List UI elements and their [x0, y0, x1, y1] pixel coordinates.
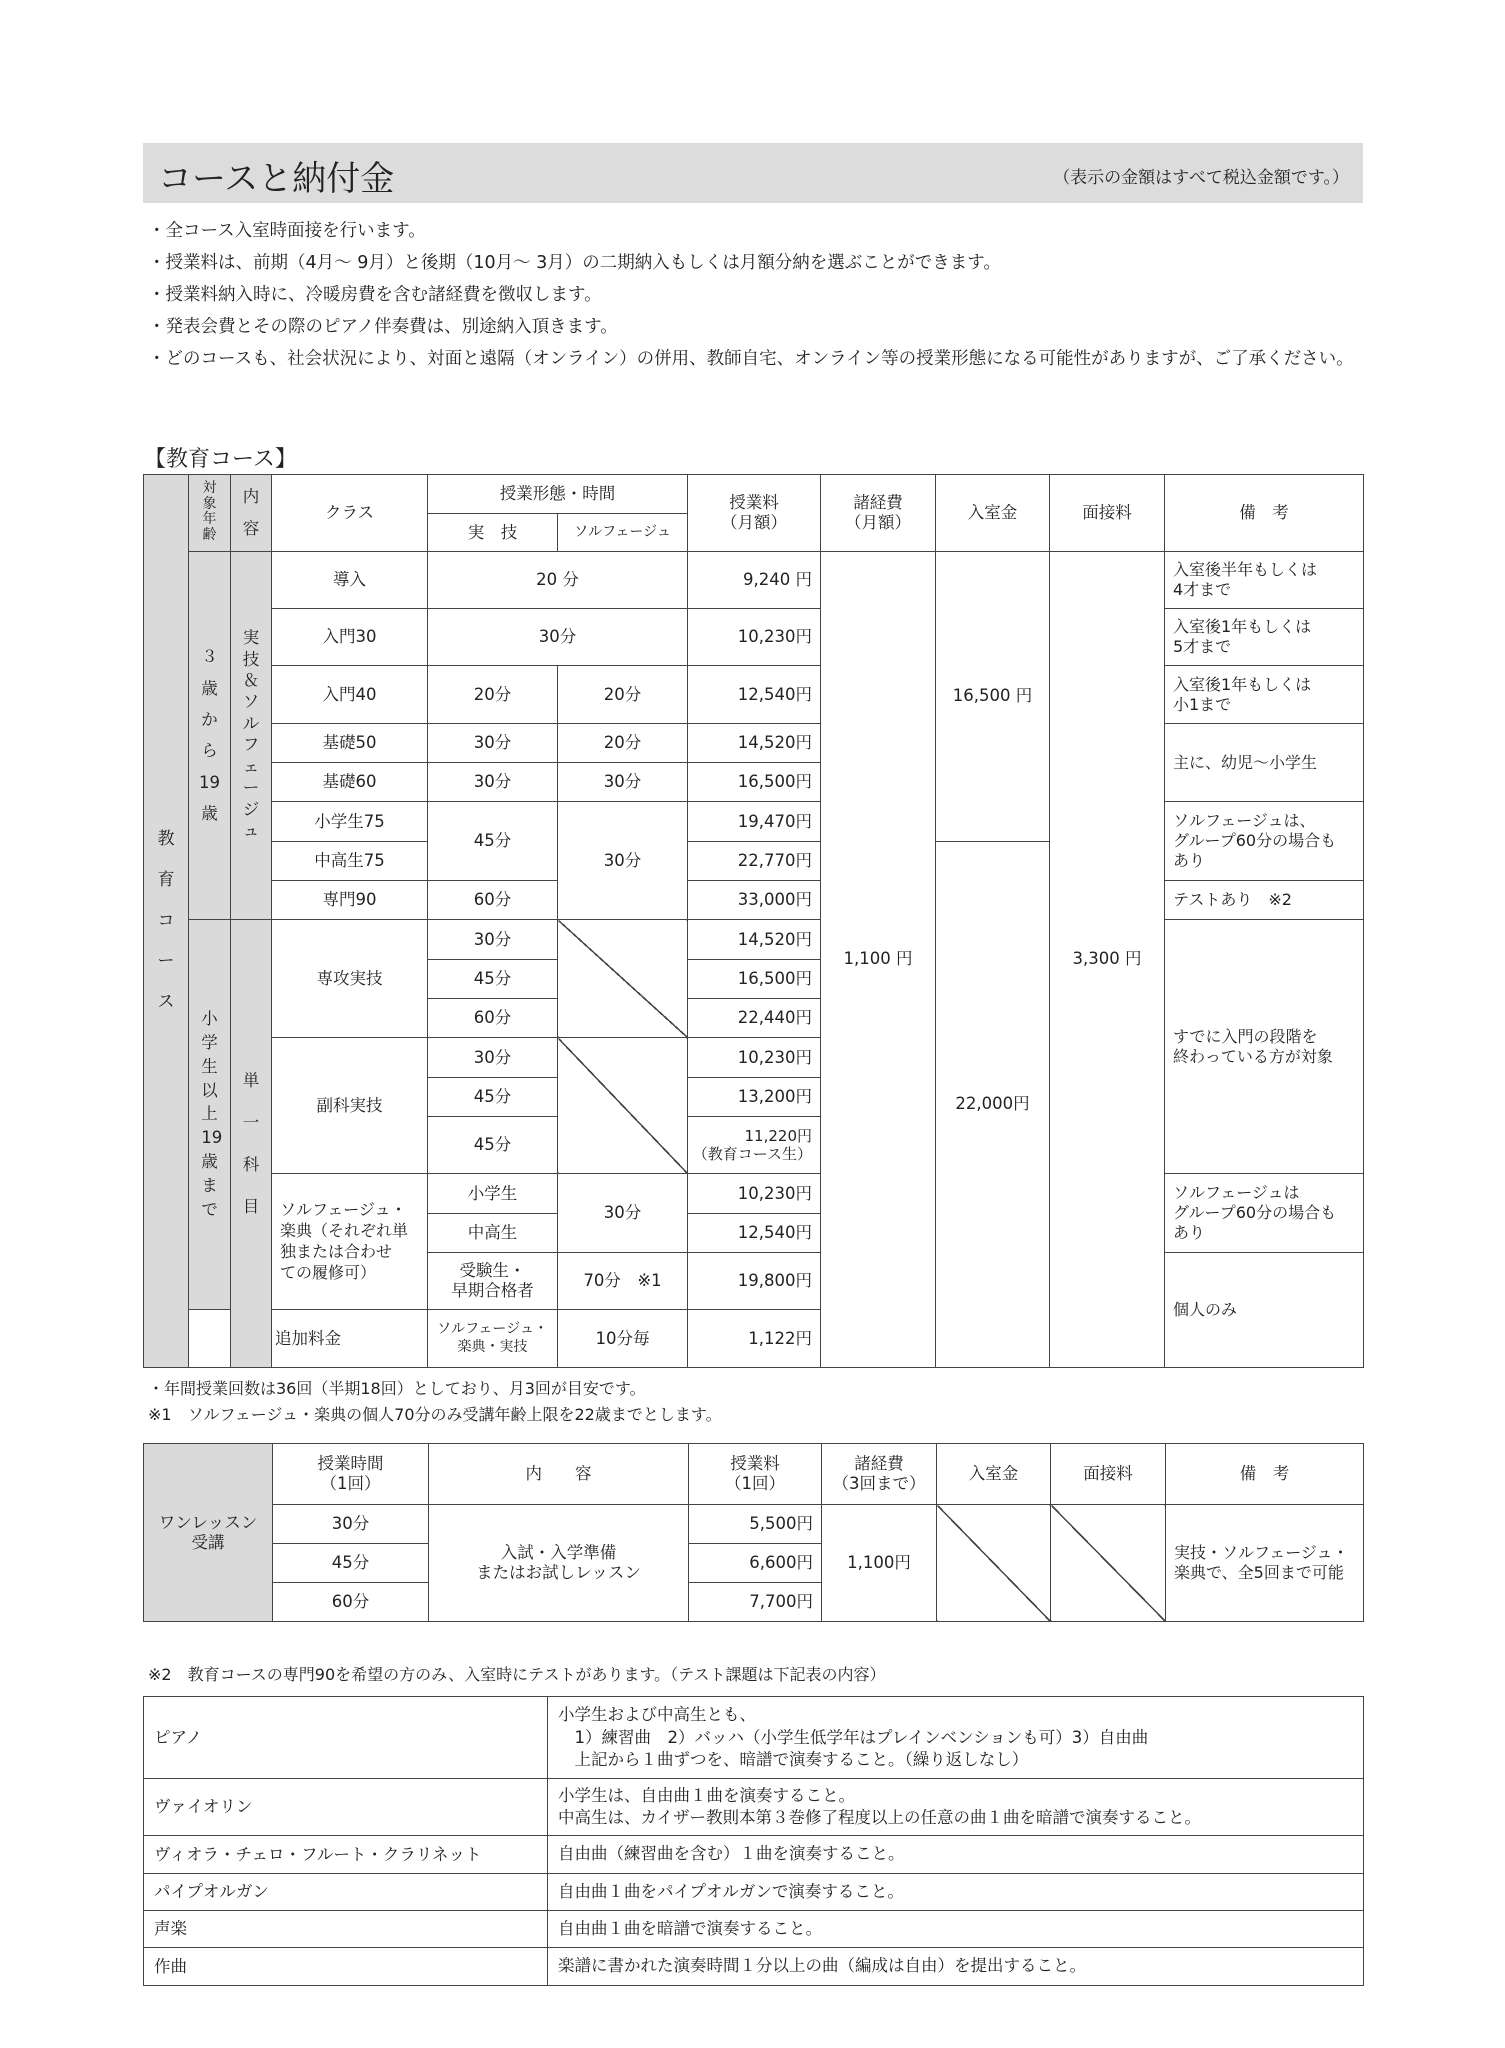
- instrument-cell: ピアノ: [144, 1697, 548, 1779]
- note-annual: ・年間授業回数は36回（半期18回）としており、月3回が目安です。: [148, 1379, 646, 1398]
- header-expenses: 諸経費 （3回まで）: [822, 1444, 937, 1505]
- header-keitai: 授業形態・時間: [428, 475, 688, 514]
- fee-cell: 19,470円: [688, 802, 821, 841]
- expenses-cell: 1,100円: [822, 1505, 937, 1622]
- fee-cell: 1,122円: [688, 1310, 821, 1368]
- header-age: [189, 475, 231, 552]
- instrument-cell: ヴァイオリン: [144, 1779, 548, 1836]
- header-class: クラス: [272, 475, 428, 552]
- time-cell: 45分: [273, 1544, 429, 1583]
- time-cell: 30分: [428, 609, 688, 666]
- jitsugi-cell: 30分: [428, 920, 558, 959]
- bullet-item: ・発表会費とその際のピアノ伴奏費は、別途納入頂きます。: [148, 317, 618, 337]
- class-cell: 入門40: [272, 666, 428, 723]
- jitsugi-cell: 30分: [428, 763, 558, 802]
- subclass-cell: 中高生: [428, 1213, 558, 1252]
- requirement-cell: 楽譜に書かれた演奏時間１分以上の曲（編成は自由）を提出すること。: [548, 1947, 1364, 1985]
- subclass-cell: 受験生・ 早期合格者: [428, 1252, 558, 1309]
- header-interview: 面接料: [1050, 475, 1165, 552]
- naiyo-cell: 入試・入学準備 またはお試しレッスン: [429, 1505, 689, 1622]
- naiyo-b: [231, 920, 272, 1368]
- bullet-item: ・授業料納入時に、冷暖房費を含む諸経費を徴収します。: [148, 285, 602, 305]
- age-group-a-text: ３歳から19歳: [198, 647, 220, 824]
- jitsugi-cell: 30分: [428, 723, 558, 762]
- solfege-cell: 20分: [558, 723, 688, 762]
- age-group-b: [189, 920, 231, 1310]
- time-cell: 30分: [273, 1505, 429, 1544]
- class-cell: 基礎60: [272, 763, 428, 802]
- header-entry: 入室金: [937, 1444, 1051, 1505]
- fee-cell: 14,520円: [688, 723, 821, 762]
- section-title: 【教育コース】: [144, 447, 297, 472]
- entry-fee-a: 16,500 円: [936, 551, 1050, 841]
- subclass-cell: 小学生: [428, 1174, 558, 1213]
- fee-cell: 16,500円: [688, 959, 821, 998]
- instrument-cell: 声楽: [144, 1910, 548, 1947]
- class-cell: 中高生75: [272, 841, 428, 880]
- remarks-cell: 主に、幼児～小学生: [1165, 723, 1364, 802]
- class-cell: 基礎50: [272, 723, 428, 762]
- requirement-cell: 自由曲１曲を暗譜で演奏すること。: [548, 1910, 1364, 1947]
- header-naiyo: 内 容: [429, 1444, 689, 1505]
- header-remarks: 備 考: [1165, 475, 1364, 552]
- diagonal-cell: [558, 1038, 688, 1174]
- bullet-item: ・授業料は、前期（4月～ 9月）と後期（10月～ 3月）の二期納入もしくは月額分納を選ぶことができます。: [148, 253, 1001, 273]
- fee-cell: 10,230円: [688, 609, 821, 666]
- solfege-cell: 30分: [558, 802, 688, 920]
- jitsugi-cell: 45分: [428, 1116, 558, 1173]
- header-remarks: 備 考: [1166, 1444, 1364, 1505]
- fee-cell: 14,520円: [688, 920, 821, 959]
- jitsugi-cell: 30分: [428, 1038, 558, 1077]
- test-requirements-table: [143, 1696, 1364, 1986]
- one-lesson-label: ワンレッスン 受講: [144, 1444, 273, 1622]
- header-solfege: ソルフェージュ: [558, 514, 688, 551]
- extra-fee-label: 追加料金: [189, 1310, 428, 1368]
- fee-cell: 10,230円: [688, 1038, 821, 1077]
- remarks-cell: 入室後1年もしくは 小1まで: [1165, 666, 1364, 723]
- remarks-cell: ソルフェージュは、 グループ60分の場合も あり: [1165, 802, 1364, 881]
- solfege-cell: 70分 ※1: [558, 1252, 688, 1309]
- education-course-table: [143, 474, 1364, 1368]
- time-cell: 20 分: [428, 551, 688, 608]
- class-cell: 専攻実技: [272, 920, 428, 1038]
- requirement-cell: 自由曲１曲をパイプオルガンで演奏すること。: [548, 1873, 1364, 1910]
- header-naiyo: [231, 475, 272, 552]
- fee-cell: 22,770円: [688, 841, 821, 880]
- note-asterisk-2: ※2 教育コースの専門90を希望の方のみ、入室時にテストがあります。（テスト課題は下記表の内容）: [148, 1665, 886, 1684]
- header-time: 授業時間 （1回）: [273, 1444, 429, 1505]
- class-cell: 副科実技: [272, 1038, 428, 1174]
- naiyo-a: [231, 551, 272, 920]
- remarks-cell: 入室後半年もしくは 4才まで: [1165, 551, 1364, 608]
- course-name: 教育コース: [157, 829, 175, 1013]
- jitsugi-cell: 60分: [428, 881, 558, 920]
- diagonal-cell: [558, 920, 688, 1038]
- instrument-cell: 作曲: [144, 1947, 548, 1985]
- diagonal-cell: [937, 1505, 1051, 1622]
- class-cell: 導入: [272, 551, 428, 608]
- page-header: [143, 143, 1363, 203]
- fee-cell: 12,540円: [688, 1213, 821, 1252]
- age-group-a: [189, 551, 231, 920]
- instrument-cell: パイプオルガン: [144, 1873, 548, 1910]
- subclass-cell: ソルフェージュ・ 楽典・実技: [428, 1310, 558, 1368]
- time-cell: 60分: [273, 1583, 429, 1622]
- header-jitsugi: 実 技: [428, 514, 558, 551]
- jitsugi-cell: 20分: [428, 666, 558, 723]
- bullet-item: ・どのコースも、社会状況により、対面と遠隔（オンライン）の併用、教師自宅、オンライン等の授業形態になる可能性がありますが、ご了承ください。: [148, 349, 1354, 369]
- age-group-b-text: 小学生以上19歳まで: [201, 1008, 223, 1220]
- fee-cell: 11,220円 （教育コース生）: [688, 1116, 821, 1173]
- bullet-item: ・全コース入室時面接を行います。: [148, 221, 426, 241]
- fee-cell: 10,230円: [688, 1174, 821, 1213]
- fee-cell: 22,440円: [688, 998, 821, 1037]
- jitsugi-cell: 45分: [428, 1077, 558, 1116]
- fee-cell: 6,600円: [689, 1544, 822, 1583]
- fee-cell: 13,200円: [688, 1077, 821, 1116]
- fee-cell: 19,800円: [688, 1252, 821, 1309]
- remarks-cell: テストあり ※2: [1165, 881, 1364, 920]
- instrument-cell: ヴィオラ・チェロ・フルート・クラリネット: [144, 1836, 548, 1873]
- fee-cell: 33,000円: [688, 881, 821, 920]
- solfege-cell: 30分: [558, 763, 688, 802]
- solfege-cell: 10分毎: [558, 1310, 688, 1368]
- page-title: コースと納付金: [158, 159, 395, 199]
- header-naiyo-text: 内容: [242, 487, 260, 538]
- requirement-cell: 小学生および中高生とも、 1）練習曲 2）バッハ（小学生低学年はプレインベンションも可）3）自由曲 上記から１曲ずつを、暗譜で演奏すること。（繰り返しなし）: [548, 1697, 1364, 1779]
- remarks-cell: すでに入門の段階を 終わっている方が対象: [1165, 920, 1364, 1174]
- expenses-cell: 1,100 円: [821, 551, 936, 1367]
- jitsugi-cell: 60分: [428, 998, 558, 1037]
- fee-cell: 9,240 円: [688, 551, 821, 608]
- solfege-cell: 20分: [558, 666, 688, 723]
- remarks-cell: 入室後1年もしくは 5才まで: [1165, 609, 1364, 666]
- fee-cell: 7,700円: [689, 1583, 822, 1622]
- class-cell: 小学生75: [272, 802, 428, 841]
- header-fee: 授業料 （1回）: [689, 1444, 822, 1505]
- fee-cell: 16,500円: [688, 763, 821, 802]
- solfege-cell: 30分: [558, 1174, 688, 1253]
- remarks-cell: 実技・ソルフェージュ・ 楽典で、全5回まで可能: [1166, 1505, 1364, 1622]
- remarks-cell: ソルフェージュは グループ60分の場合も あり: [1165, 1174, 1364, 1253]
- bullet-list: [148, 215, 1378, 375]
- class-cell: 入門30: [272, 609, 428, 666]
- fee-cell: 12,540円: [688, 666, 821, 723]
- header-interview: 面接料: [1051, 1444, 1166, 1505]
- header-expenses: 諸経費 （月額）: [821, 475, 936, 552]
- tax-note: （表示の金額はすべて税込金額です。）: [1053, 168, 1349, 188]
- naiyo-b-text: 単一科目: [242, 1070, 260, 1216]
- requirement-cell: 自由曲（練習曲を含む）１曲を演奏すること。: [548, 1836, 1364, 1873]
- one-lesson-table: [143, 1443, 1364, 1622]
- diagonal-cell: [1051, 1505, 1166, 1622]
- course-name-cell: [144, 475, 189, 1368]
- jitsugi-cell: 45分: [428, 802, 558, 881]
- header-fee: 授業料 （月額）: [688, 475, 821, 552]
- jitsugi-cell: 45分: [428, 959, 558, 998]
- interview-fee: 3,300 円: [1050, 551, 1165, 1367]
- remarks-cell: 個人のみ: [1165, 1252, 1364, 1367]
- fee-cell: 5,500円: [689, 1505, 822, 1544]
- naiyo-a-text: 実技＆ソルフェージュ: [242, 628, 260, 841]
- class-cell: ソルフェージュ・ 楽典（それぞれ単 独または合わせ ての履修可）: [272, 1174, 428, 1310]
- requirement-cell: 小学生は、自由曲１曲を演奏すること。 中高生は、カイザー教則本第３巻修了程度以上の任意の曲１曲を暗譜で演奏すること。: [548, 1779, 1364, 1836]
- entry-fee-b: 22,000円: [936, 841, 1050, 1367]
- header-entry: 入室金: [936, 475, 1050, 552]
- note-asterisk-1: ※1 ソルフェージュ・楽典の個人70分のみ受講年齢上限を22歳までとします。: [148, 1405, 722, 1424]
- class-cell: 専門90: [272, 881, 428, 920]
- header-age-text: 対象年齢: [202, 480, 217, 543]
